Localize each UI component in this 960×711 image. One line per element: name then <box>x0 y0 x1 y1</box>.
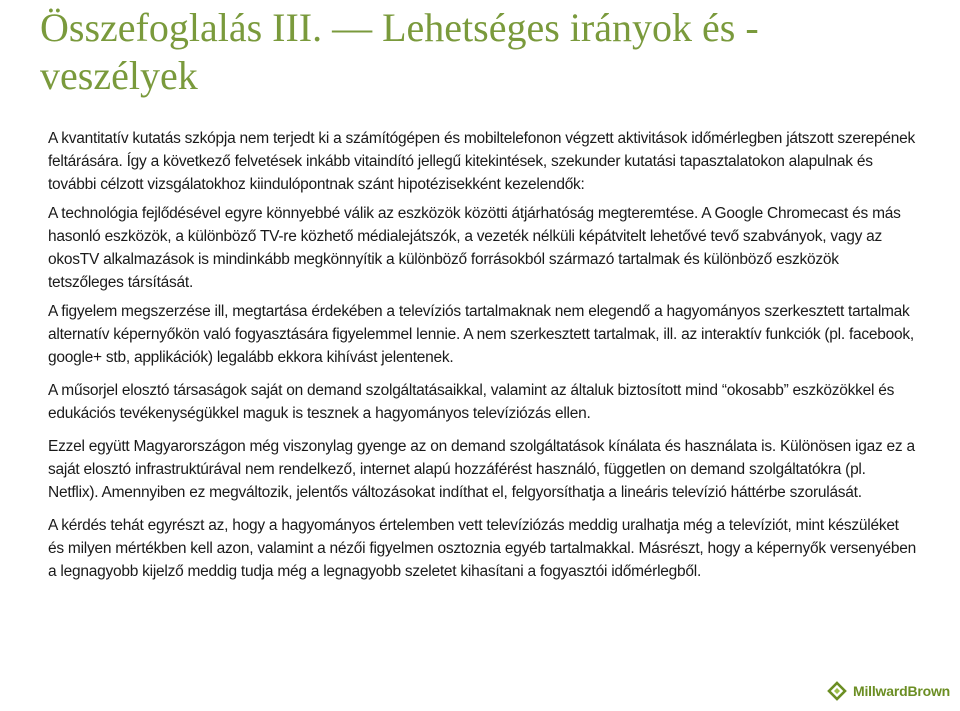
paragraph-intro: A kvantitatív kutatás szkópja nem terjedt ki a számítógépen és mobiltelefonon végzett aktivitások időmérlegben játszott szerepének feltárására. Így a következő felvetések inkább vitaindító jellegű kitekintések, szekunder kutatási tapasztalatokon alapulnak és további célzott vizsgálatokhoz kiindulópontnak szánt hipotézisekként kezelendők: <box>48 130 915 193</box>
paragraph-question: A kérdés tehát egyrészt az, hogy a hagyományos értelemben vett televíziózás meddig uralhatja még a televíziót, mint készüléket és milyen mértékben kell azon, valamint a nézői figyelmen osztoznia egyéb tartalmakkal. Másrészt, hogy a képernyők versenyében a legnagyobb kijelző meddig tudja még a legnagyobb szeletet kihasítani a fogyasztói időmérlegből. <box>48 517 916 580</box>
logo-text: MillwardBrown <box>853 683 950 699</box>
paragraph-attention: A figyelem megszerzése ill, megtartása érdekében a televíziós tartalmaknak nem elegendő a hagyományos szerkesztett tartalmak alternatív képernyőkön való fogyasztására figyelemmel lennie. A nem szerkesztett tartalmak, ill. az interaktív funkciók (pl. facebook, google+ stb, applikációk) legalább ekkora kihívást jelentenek. <box>48 303 914 366</box>
paragraph-distributors: A műsorjel elosztó társaságok saját on demand szolgáltatásaikkal, valamint az általuk biztosított mind “okosabb” eszközökkel és edukációs tevékenységükkel maguk is tesznek a hagyományos televíziózás ellen. <box>48 382 895 422</box>
millwardbrown-chevron-logo-icon <box>827 681 847 701</box>
paragraph-on-demand: Ezzel együtt Magyarországon még viszonylag gyenge az on demand szolgáltatások kínálata és használata is. Különösen igaz ez a saját elosztó infrastruktúrával nem rendelkező, internet alapú hozzáférést használó, független on demand szolgáltatókra (pl. Netflix). Amennyiben ez megváltozik, jelentős változásokat indíthat el, felgyorsíthatja a lineáris televízió háttérbe szorulását. <box>48 438 915 501</box>
slide-title: Összefoglalás III. — Lehetséges irányok és - veszélyek <box>40 5 759 98</box>
paragraph-interoperability: A technológia fejlődésével egyre könnyebbé válik az eszközök közötti átjárhatóság megteremtése. A Google Chromecast és más hasonló eszközök, a különböző TV-re közhető médialejátszók, a vezeték nélküli képátvitelt lehetővé tevő szabványok, vagy az okosTV alkalmazások is mindinkább megkönnyítik a különböző forrásokból származó tartalmak és különböző eszközök tetszőleges társítását. <box>48 205 901 291</box>
millwardbrown-logo <box>827 681 950 701</box>
slide-body <box>48 127 918 593</box>
